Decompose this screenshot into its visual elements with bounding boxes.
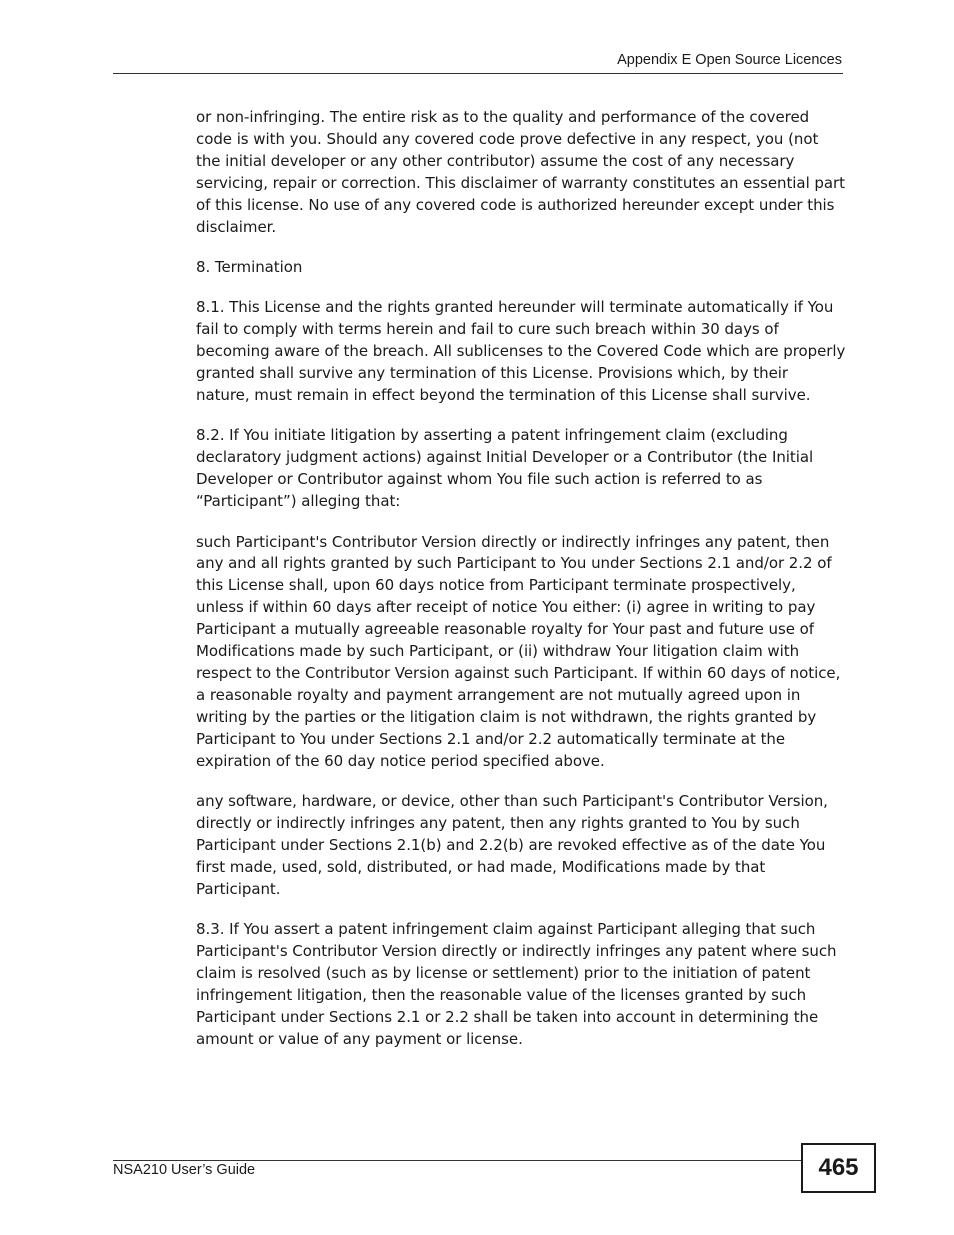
footer-guide-name: NSA210 User’s Guide [113,1162,256,1178]
paragraph-disclaimer-continued: or non-infringing. The entire risk as to the quality and performance of the covered code is with you. Should any covered code prove defective in any respect, you (not the initial developer or any other contributor) assume the cost of any necessary servicing, repair or correction. This disclaimer of warranty constitutes an essential part of this license. No use of any covered code is authorized hereunder except under this disclaimer. [196,108,845,236]
page-number: 465 [818,1154,859,1181]
paragraph-8-2: 8.2. If You initiate litigation by asserting a patent infringement claim (excluding declaratory judgment actions) against Initial Developer or a Contributor (the Initial Developer or Contributor against whom You file such action is referred to as “Participant”) alleging that: [196,426,814,511]
page-header-title: Appendix E Open Source Licences [617,52,842,68]
paragraph-8-2-clause-a: such Participant's Contributor Version directly or indirectly infringes any patent, then any and all rights granted by such Participant to You under Sections 2.1 and/or 2.2 of this License shall, upon 60 days notice from Participant terminate prospectively, unless if within 60 days after receipt of notice You either: (i) agree in writing to pay Participant a mutually agreeable reasonable royalty for Your past and future use of Modifications made by such Participant, or (ii) withdraw Your litigation claim with respect to the Contributor Version against such Participant. If within 60 days of notice, a reasonable royalty and payment arrangement are not mutually agreed upon in writing by the parties or the litigation claim is not withdrawn, the rights granted by Participant to You under Sections 2.1 and/or 2.2 automatically terminate at the expiration of the 60 day notice period specified above. [196,532,841,770]
paragraph-8-3: 8.3. If You assert a patent infringement claim against Participant alleging that such Participant's Contributor Version directly or indirectly infringes any patent where such claim is resolved (such as by license or settlement) prior to the initiation of patent infringement litigation, then the reasonable value of the licenses granted by such Participant under Sections 2.1 or 2.2 shall be taken into account in determining the amount or value of any payment or license. [196,920,837,1048]
paragraph-8-2-clause-b: any software, hardware, or device, other than such Participant's Contributor Version, directly or indirectly infringes any patent, then any rights granted to You by such Participant under Sections 2.1(b) and 2.2(b) are revoked effective as of the date You first made, used, sold, distributed, or had made, Modifications made by that Participant. [196,791,828,898]
page-number-box [801,1143,876,1193]
paragraph-8-1: 8.1. This License and the rights granted hereunder will terminate automatically if You fail to comply with terms herein and fail to cure such breach within 30 days of becoming aware of the breach. All sublicenses to the Covered Code which are properly granted shall survive any termination of this License. Provisions which, by their nature, must remain in effect beyond the termination of this License shall survive. [196,298,846,404]
document-body [196,107,846,1069]
footer-divider [113,1160,801,1161]
section-heading-termination: 8. Termination [196,257,303,276]
header-divider [113,73,843,74]
